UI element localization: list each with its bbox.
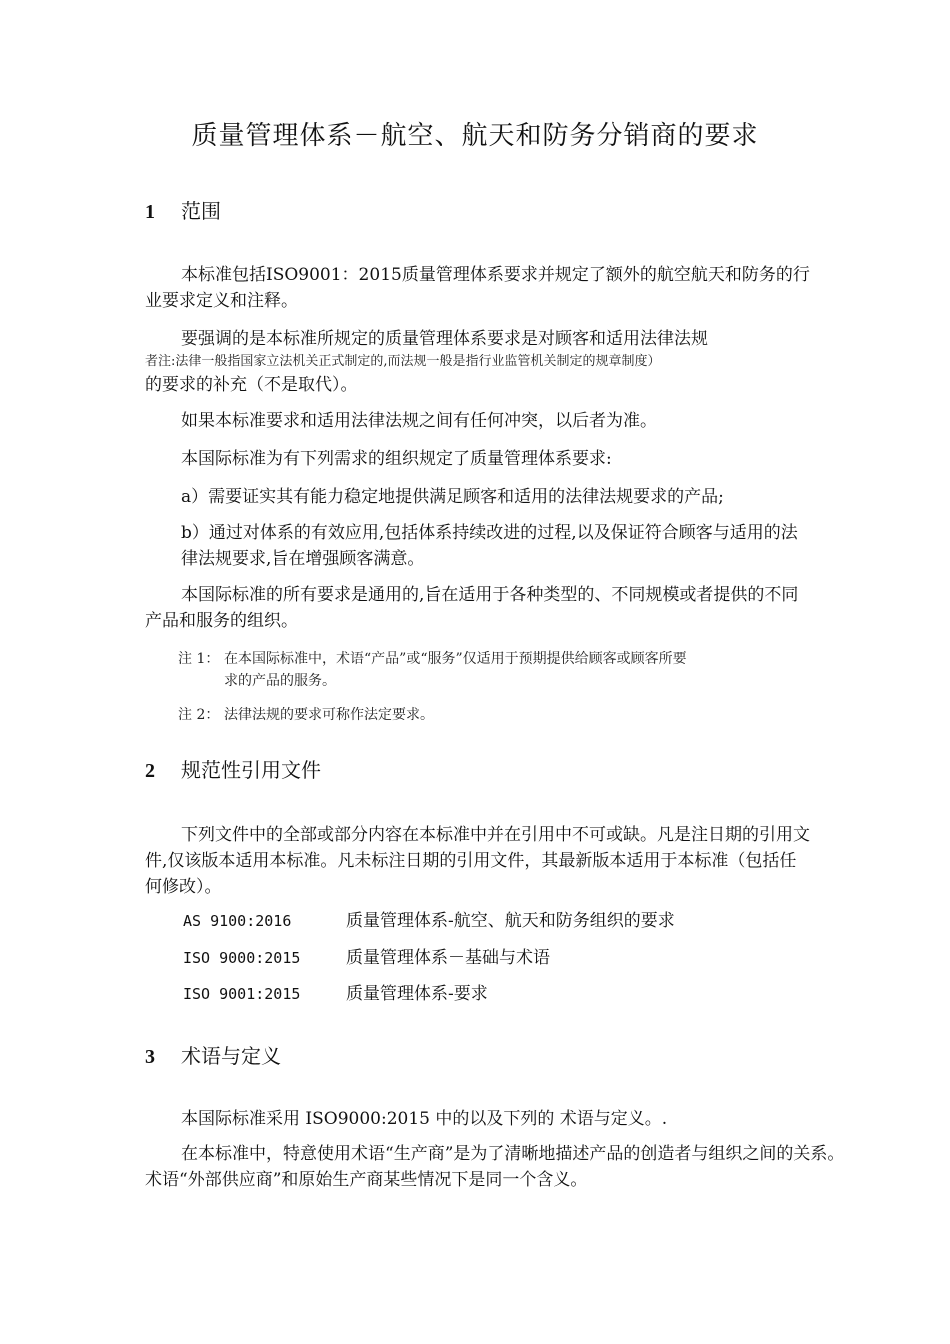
section-2-heading bbox=[145, 755, 321, 786]
note-2 bbox=[178, 704, 818, 726]
section-title: 范围 bbox=[181, 199, 221, 223]
reference-item bbox=[183, 908, 675, 934]
reference-title: 质量管理体系-航空、航天和防务组织的要求 bbox=[346, 911, 675, 931]
reference-item bbox=[183, 945, 550, 971]
scope-list-item-a: a）需要证实其有能力稳定地提供满足顾客和适用的法律法规要求的产品; bbox=[181, 487, 724, 507]
note-1-label: 注 1： bbox=[178, 651, 220, 667]
reference-code: AS 9100:2016 bbox=[183, 912, 292, 930]
scope-paragraph-2-line-1: 要强调的是本标准所规定的质量管理体系要求是对顾客和适用法律法规 bbox=[181, 329, 708, 349]
section-number: 2 bbox=[145, 760, 155, 782]
reference-title: 质量管理体系－基础与术语 bbox=[346, 948, 550, 968]
note-1-line-1: 在本国际标准中，术语“产品”或“服务”仅适用于预期提供给顾客或顾客所要 bbox=[224, 651, 687, 667]
document-title: 质量管理体系－航空、航天和防务分销商的要求 bbox=[191, 121, 759, 151]
reference-code: ISO 9001:2015 bbox=[183, 985, 301, 1003]
reference-code: ISO 9000:2015 bbox=[183, 949, 301, 967]
references-paragraph: 下列文件中的全部或部分内容在本标准中并在引用中不可或缺。凡是注日期的引用文件,仅该版本适用本标准。凡未标注日期的引用文件，其最新版本适用于本标准（包括任何修改）。 bbox=[145, 825, 810, 897]
scope-paragraph-2-line-2: 的要求的补充（不是取代）。 bbox=[145, 375, 358, 395]
reference-title: 质量管理体系-要求 bbox=[346, 984, 488, 1004]
translator-note: 者注:法律一般指国家立法机关正式制定的,而法规一般是指行业监管机关制定的规章制度） bbox=[145, 354, 661, 369]
reference-item bbox=[183, 981, 488, 1007]
section-title: 规范性引用文件 bbox=[181, 758, 321, 782]
scope-list-item-b: b）通过对体系的有效应用,包括体系持续改进的过程,以及保证符合顾客与适用的法律法规要求,旨在增强顾客满意。 bbox=[181, 523, 798, 569]
section-number: 3 bbox=[145, 1046, 155, 1068]
section-1-heading bbox=[145, 196, 221, 227]
note-1-line-2: 求的产品的服务。 bbox=[224, 673, 336, 689]
note-1 bbox=[178, 648, 818, 692]
section-3-heading bbox=[145, 1041, 281, 1072]
note-2-label: 注 2： bbox=[178, 707, 220, 723]
scope-paragraph-1: 本标准包括ISO9001：2015质量管理体系要求并规定了额外的航空航天和防务的行业要求定义和注释。 bbox=[145, 265, 810, 311]
scope-paragraph-5: 本国际标准的所有要求是通用的,旨在适用于各种类型的、不同规模或者提供的不同产品和服务的组织。 bbox=[145, 585, 799, 631]
section-number: 1 bbox=[145, 201, 155, 223]
terms-paragraph-2: 在本标准中，特意使用术语“生产商”是为了清晰地描述产品的创造者与组织之间的关系。术语“外部供应商”和原始生产商某些情况下是同一个含义。 bbox=[145, 1144, 845, 1190]
scope-paragraph-4: 本国际标准为有下列需求的组织规定了质量管理体系要求: bbox=[181, 449, 612, 469]
terms-paragraph-1: 本国际标准采用 ISO9000:2015 中的以及下列的 术语与定义。. bbox=[181, 1109, 668, 1129]
scope-paragraph-3: 如果本标准要求和适用法律法规之间有任何冲突，以后者为准。 bbox=[181, 411, 657, 431]
section-title: 术语与定义 bbox=[181, 1044, 281, 1068]
note-2-text: 法律法规的要求可称作法定要求。 bbox=[224, 707, 434, 723]
